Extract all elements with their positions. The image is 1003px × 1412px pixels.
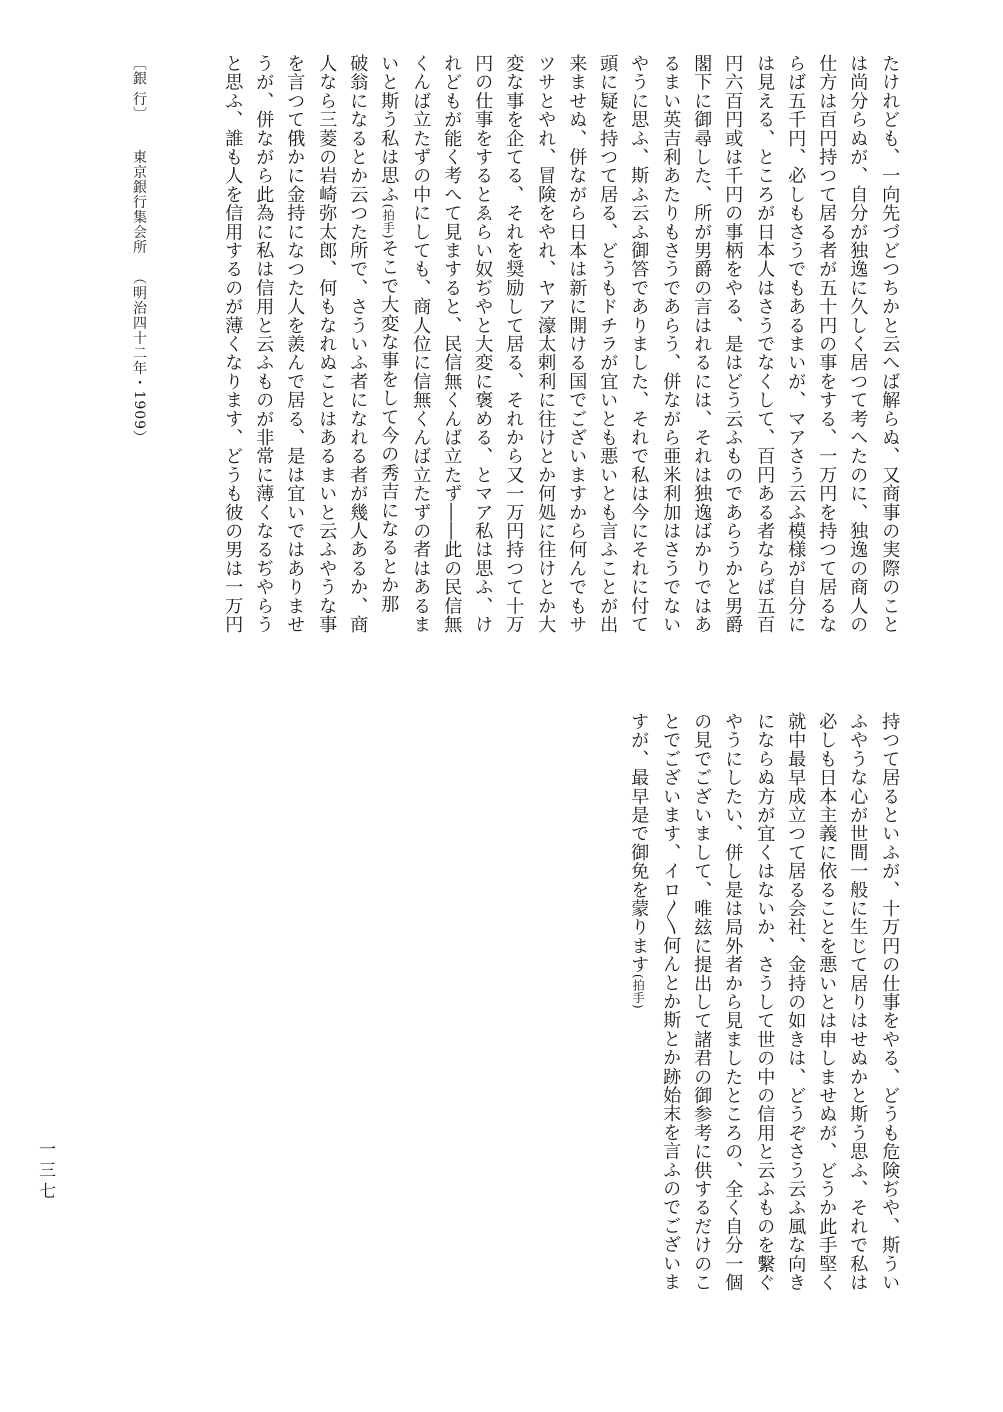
text-column: 変な事を企てる、それを奨励して居る、それから又一万円持つて十万 bbox=[503, 54, 525, 634]
text-column: 仕方は百円持つて居る者が五十円の事をする、一万円を持つて居るな bbox=[816, 54, 838, 634]
text-column: 円の仕事をするとゑらい奴ぢやと大変に褒める、とマア私は思ふ、け bbox=[472, 54, 494, 634]
text-column: 人なら三菱の岩崎弥太郎、何もなれぬことはあるまいと云ふやうな事 bbox=[316, 54, 338, 634]
text-column: の見でございまして、唯玆に提出して諸君の御参考に供するだけのこ bbox=[691, 712, 713, 1292]
text-column: 必しも日本主義に依ることを悪いとは申しませぬが、どうか此手堅く bbox=[816, 712, 838, 1292]
applause-note: (拍手) bbox=[381, 203, 396, 239]
page-number: 一三七 bbox=[35, 1140, 55, 1203]
text-column: は見える、ところが日本人はさうでなくして、百円ある者ならば五百 bbox=[754, 54, 776, 634]
applause-note: (拍手) bbox=[631, 973, 646, 1010]
text-column: とでございます、イロ〳〵何んとか斯とか跡始末を言ふのでございま bbox=[660, 712, 682, 1292]
text-column: るまい英吉利あたりもさうであらう、併ながら亜米利加はさうでない bbox=[660, 54, 682, 634]
text-column: くんば立たずの中にしても、商人位に信無くんば立たずの者はあるま bbox=[410, 54, 432, 634]
text-column: 就中最早成立つて居る会社、金持の如きは、どうぞさう云ふ風な向き bbox=[785, 712, 807, 1292]
section-label: 〔銀 行〕 bbox=[131, 56, 147, 122]
text-column: いと斯う私は思ふ(拍手)そこで大変な事をして今の秀吉になるとか那 bbox=[378, 54, 400, 613]
text-column: やうにしたい、併し是は局外者から見ましたところの、全く自分一個 bbox=[722, 712, 744, 1292]
venue: 東京銀行集会所 bbox=[131, 149, 147, 255]
text-column: すが、最早是で御免を蒙ります(拍手) bbox=[628, 712, 650, 1010]
text-column: 持つて居るといふが、十万円の仕事をやる、どうも危険ぢや、斯うい bbox=[879, 712, 901, 1292]
text-column: にならぬ方が宜くはないか、さうして世の中の信用と云ふものを繫ぐ bbox=[754, 712, 776, 1292]
date: （明治四十二年・1909） bbox=[131, 270, 147, 446]
running-footer bbox=[132, 56, 146, 445]
text-column: と思ふ、誰も人を信用するのが薄くなります、どうも彼の男は一万円 bbox=[222, 54, 244, 634]
text-column: 頭に疑を持つて居る、どうもドチラが宜いとも悪いとも言ふことが出 bbox=[597, 54, 619, 634]
text-column: たけれども、一向先づどつちかと云へば解らぬ、又商事の実際のこと bbox=[879, 54, 901, 634]
text-column: 来ませぬ、併ながら日本は新に開ける国でございますから何んでもサ bbox=[566, 54, 588, 634]
text-column: ふやうな心が世間一般に生じて居りはせぬかと斯う思ふ、それで私は bbox=[847, 712, 869, 1292]
text-column: うが、併ながら此為に私は信用と云ふものが非常に薄くなるぢやらう bbox=[253, 54, 275, 634]
text-column: 破翁になるとか云つた所で、さういふ者になれる者が幾人あるか、商 bbox=[347, 54, 369, 634]
text-column: やうに思ふ、斯ふ云ふ御答でありました、それで私は今にそれに付て bbox=[628, 54, 650, 634]
text-column: は尚分らぬが、自分が独逸に久しく居つて考へたのに、独逸の商人の bbox=[847, 54, 869, 634]
text-column: 閣下に御尋した、所が男爵の言はれるには、それは独逸ばかりではあ bbox=[691, 54, 713, 634]
text-column: を言つて俄かに金持になつた人を羨んで居る、是は宜いではありませ bbox=[284, 54, 306, 634]
text-column: れどもが能く考へて見ますると、民信無くんば立たず――此の民信無 bbox=[441, 54, 463, 634]
text-column: 円六百円或は千円の事柄をやる、是はどう云ふものであらうかと男爵 bbox=[722, 54, 744, 634]
text-column: らば五千円、必しもさうでもあるまいが、マアさう云ふ模様が自分に bbox=[785, 54, 807, 634]
text-column: ツサとやれ、冒険をやれ、ヤア濠太剌利に往けとか何処に往けとか大 bbox=[535, 54, 557, 634]
